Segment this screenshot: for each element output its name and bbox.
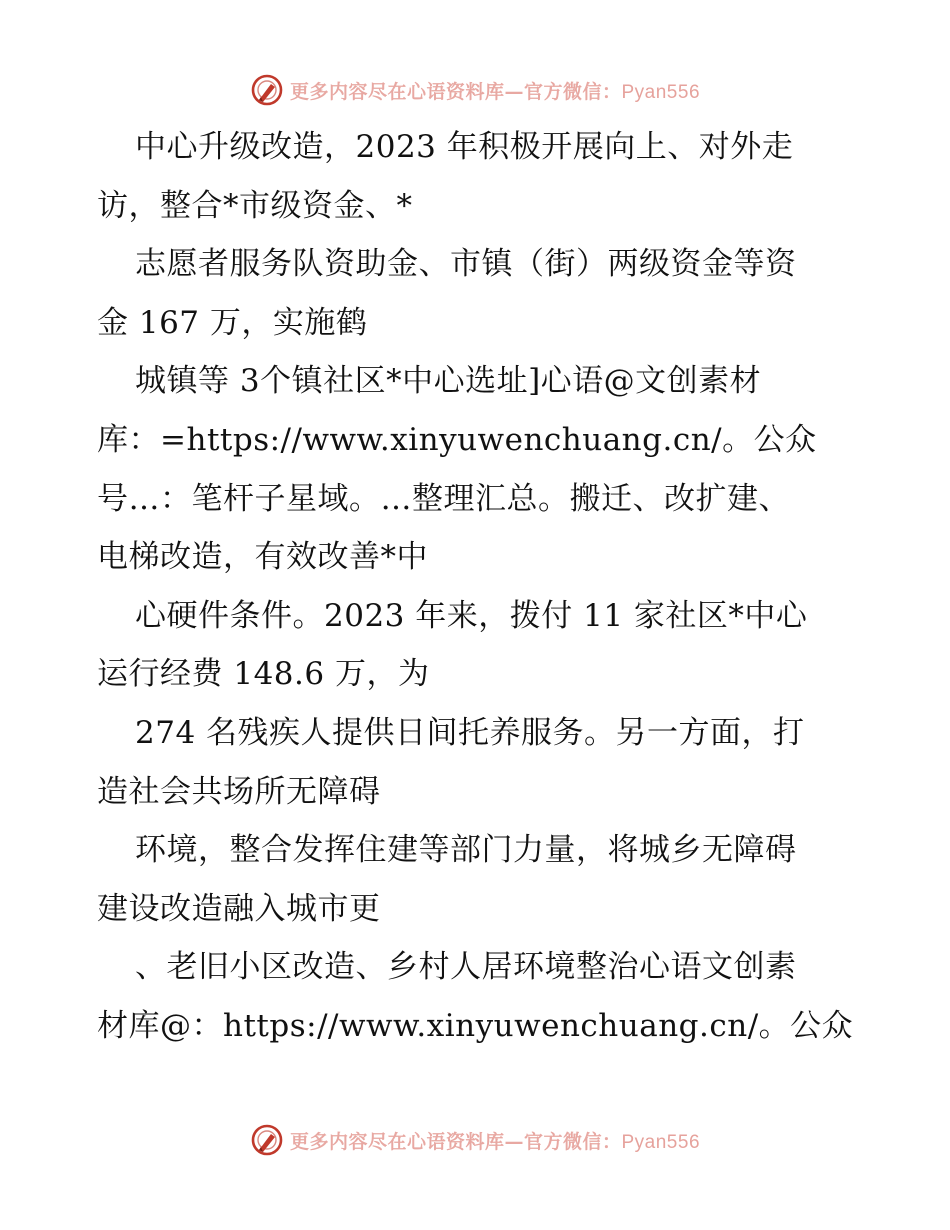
header-watermark (0, 70, 950, 110)
text-line: 中心升级改造，2023 年积极开展向上、对外走 (135, 129, 794, 165)
text-line: 建设改造融入城市更 (97, 890, 381, 927)
watermark-wechat-id: Pyan556 (621, 1131, 701, 1153)
text-line: 心硬件条件。2023 年来，拨付 11 家社区*中心 (135, 597, 808, 634)
watermark-label: 更多内容尽在心语资料库—官方微信： (289, 1130, 622, 1153)
text-line: 材库@：https://www.xinyuwenchuang.cn/。公众 (97, 1007, 854, 1044)
watermark-text (290, 1127, 700, 1154)
text-line: 志愿者服务队资助金、市镇（街）两级资金等资 (135, 246, 797, 283)
watermark-label: 更多内容尽在心语资料库—官方微信： (289, 80, 622, 103)
pen-logo-icon (250, 73, 284, 107)
footer-watermark (0, 1120, 950, 1160)
text-line: 造社会共场所无障碍 (97, 773, 381, 810)
text-line: 库：=https://www.xinyuwenchuang.cn/。公众 (97, 421, 817, 458)
text-line: 城镇等 3个镇社区*中心选址]心语@文创素材 (135, 363, 762, 400)
text-line: 访，整合*市级资金、* (97, 187, 413, 224)
text-line: 环境，整合发挥住建等部门力量，将城乡无障碍 (135, 832, 797, 869)
text-line: 号…：笔杆子星域。…整理汇总。搬迁、改扩建、 (97, 480, 790, 517)
watermark-wechat-id: Pyan556 (621, 81, 701, 103)
watermark-text (290, 77, 700, 104)
document-body (97, 118, 857, 1056)
pen-logo-icon (250, 1123, 284, 1157)
text-line: 电梯改造，有效改善*中 (97, 539, 428, 576)
text-line: 金 167 万，实施鹤 (97, 304, 368, 341)
text-line: 、老旧小区改造、乡村人居环境整治心语文创素 (135, 949, 797, 986)
text-line: 274 名残疾人提供日间托养服务。另一方面，打 (135, 714, 805, 751)
text-line: 运行经费 148.6 万，为 (97, 656, 430, 693)
